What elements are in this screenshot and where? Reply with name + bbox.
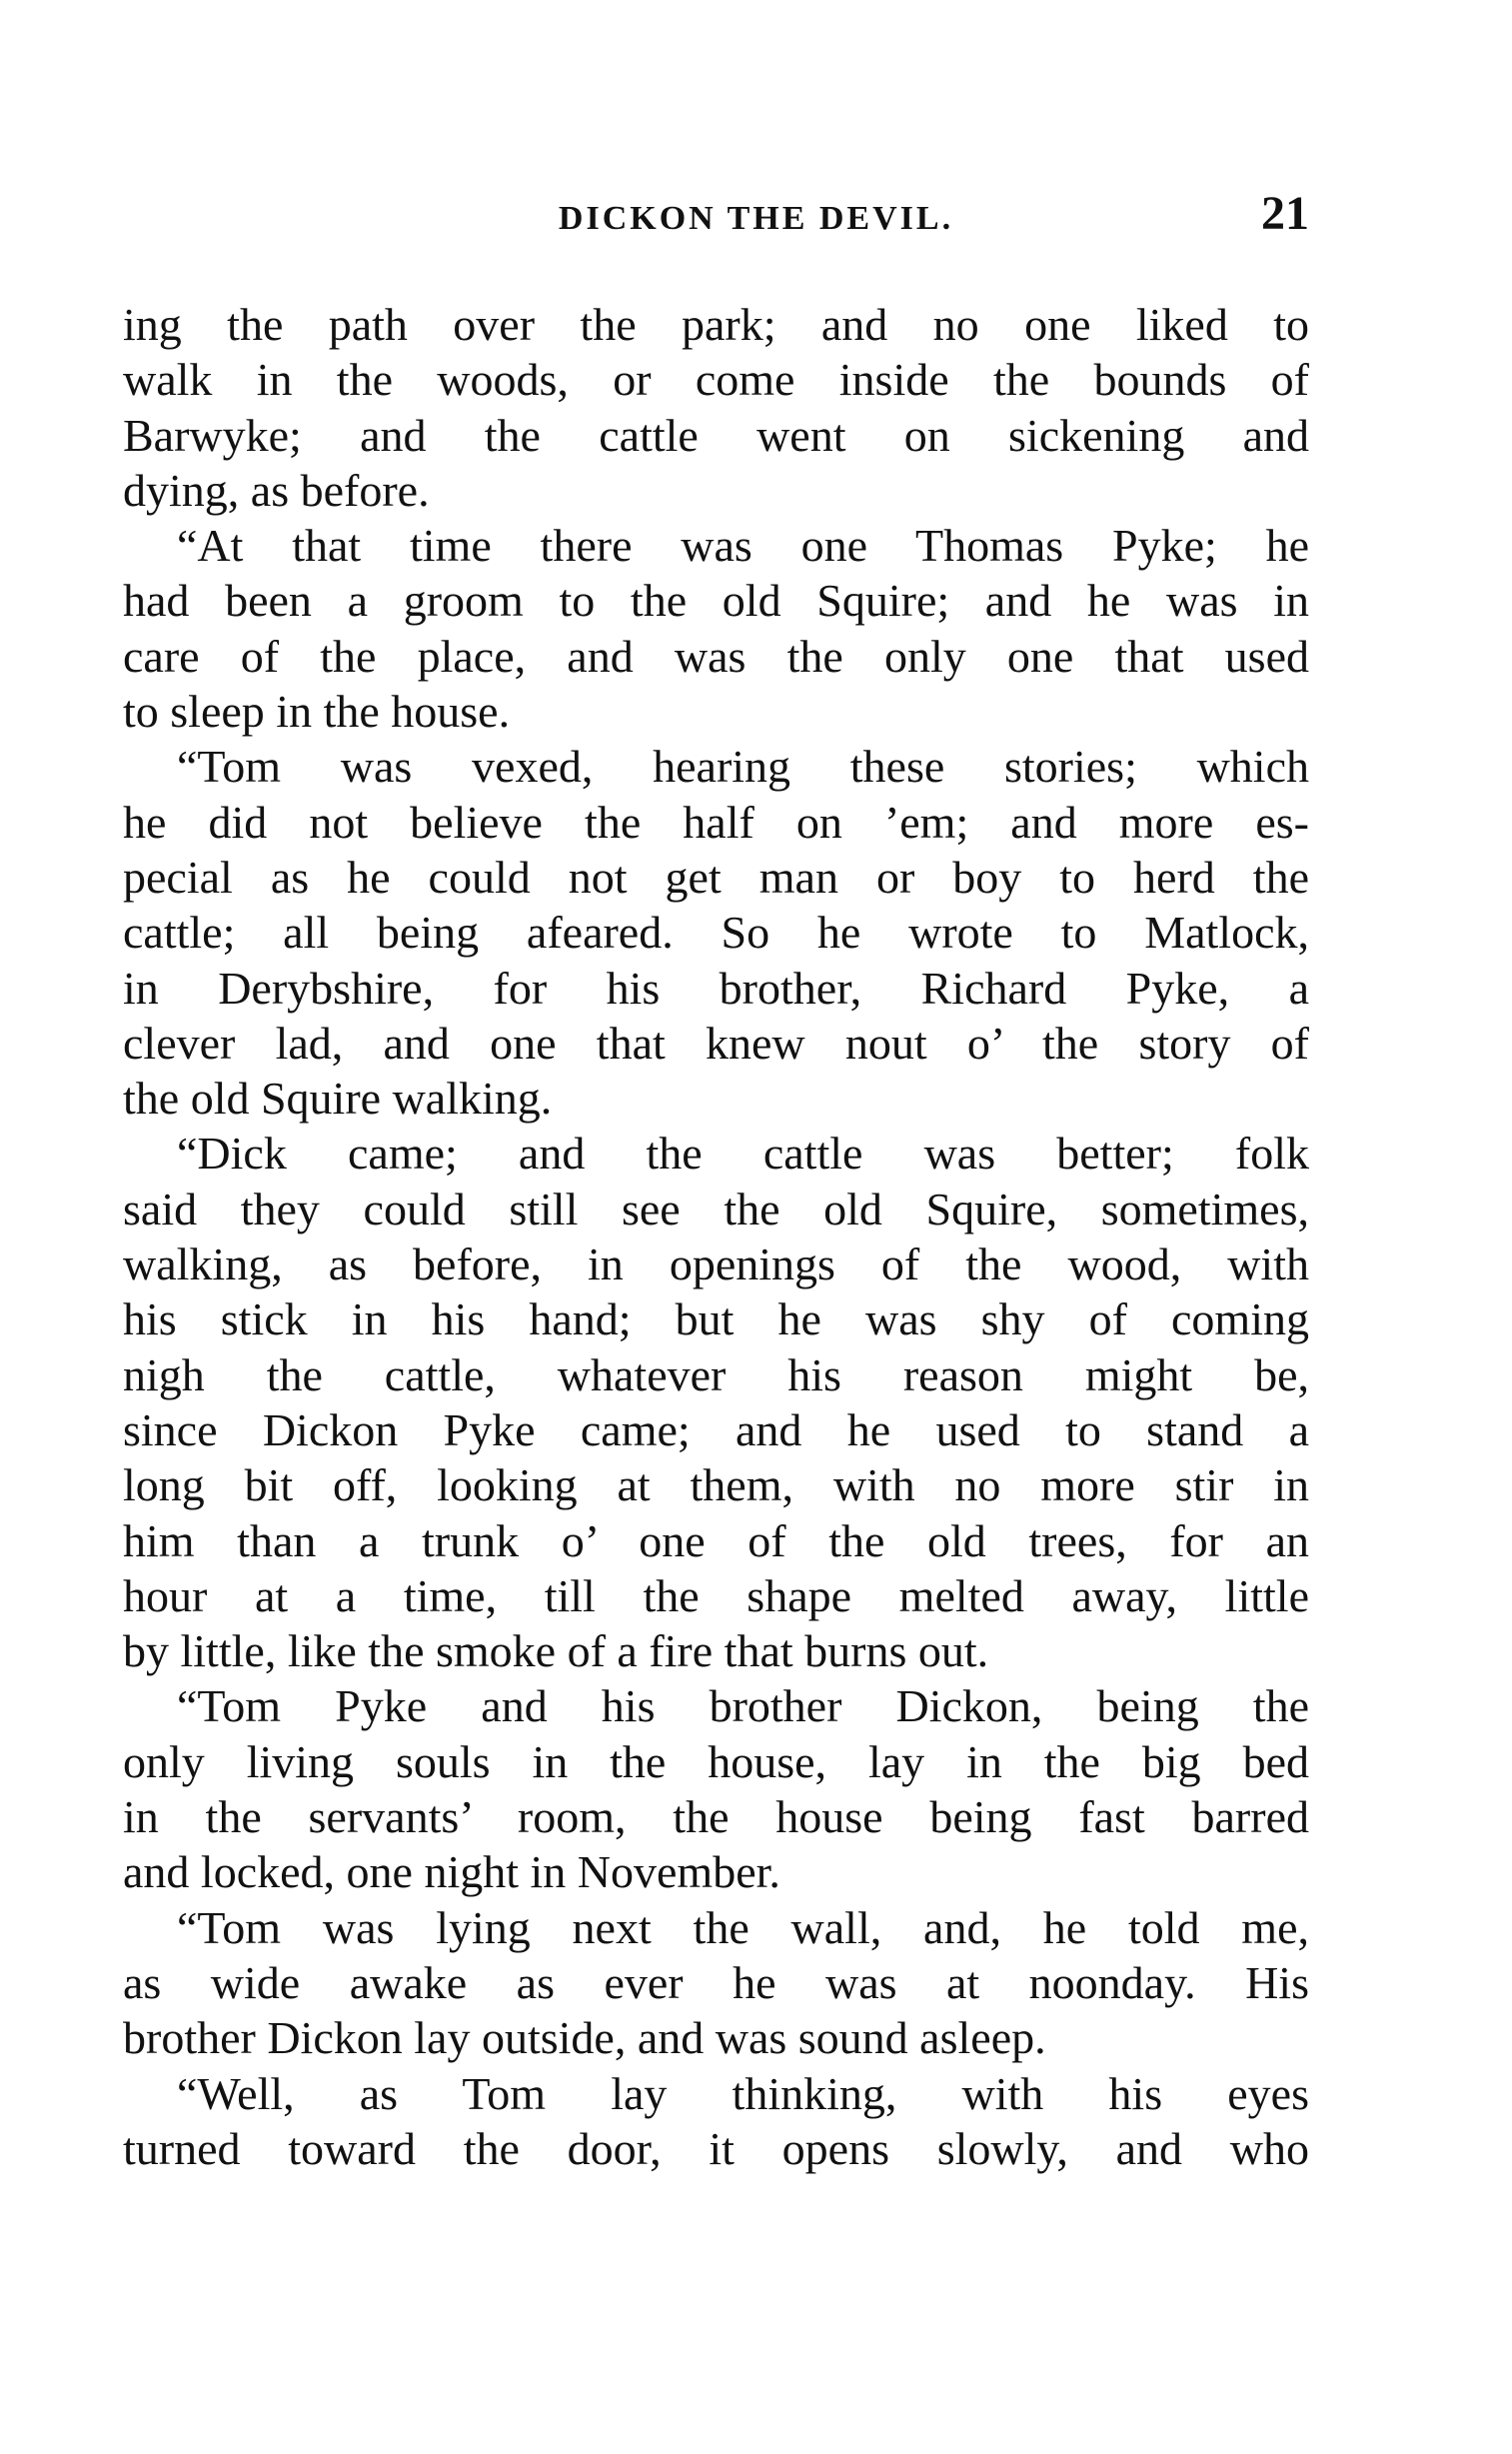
text-line: his stick in his hand; but he was shy of coming — [123, 1293, 1309, 1345]
paragraph-start-line: “Tom was lying next the wall, and, he told me, — [177, 1901, 1309, 1953]
text-line: since Dickon Pyke came; and he used to stand a — [123, 1403, 1309, 1455]
text-line: in Derybshire, for his brother, Richard Pyke, a — [123, 962, 1309, 1014]
text-line: Barwyke; and the cattle went on sickening and — [123, 409, 1309, 461]
text-line: him than a trunk o’ one of the old trees, for an — [123, 1514, 1309, 1566]
running-title: DICKON THE DEVIL. — [558, 200, 954, 237]
text-line: ing the path over the park; and no one liked to — [123, 299, 1309, 350]
running-head — [0, 186, 1512, 246]
text-line: clever lad, and one that knew nout o’ the story of — [123, 1017, 1309, 1069]
text-line: walking, as before, in openings of the wood, with — [123, 1238, 1309, 1290]
paragraph-start-line: “Tom Pyke and his brother Dickon, being the — [177, 1680, 1309, 1732]
text-line: he did not believe the half on ’em; and more es- — [123, 796, 1309, 848]
page-number: 21 — [1261, 187, 1309, 240]
text-line: in the servants’ room, the house being fast barred — [123, 1791, 1309, 1843]
paragraph-start-line: “Well, as Tom lay thinking, with his eyes — [177, 2067, 1309, 2119]
text-line: by little, like the smoke of a fire that burns out. — [123, 1625, 989, 1677]
text-line: cattle; all being afeared. So he wrote to Matlock, — [123, 907, 1309, 959]
text-line: only living souls in the house, lay in the big bed — [123, 1735, 1309, 1787]
paragraph-start-line: “At that time there was one Thomas Pyke; he — [177, 520, 1309, 572]
text-line: the old Squire walking. — [123, 1073, 553, 1125]
text-line: said they could still see the old Squire, sometimes, — [123, 1183, 1309, 1234]
text-line: care of the place, and was the only one that used — [123, 630, 1309, 682]
text-line: hour at a time, till the shape melted away, little — [123, 1569, 1309, 1621]
text-line: nigh the cattle, whatever his reason might be, — [123, 1348, 1309, 1400]
body-text — [123, 297, 1309, 2176]
text-line: dying, as before. — [123, 464, 430, 516]
text-line: and locked, one night in November. — [123, 1846, 780, 1898]
text-line: walk in the woods, or come inside the bounds of — [123, 354, 1309, 406]
paragraph-start-line: “Tom was vexed, hearing these stories; which — [177, 741, 1309, 793]
text-line: to sleep in the house. — [123, 686, 511, 738]
text-line: turned toward the door, it opens slowly, and who — [123, 2122, 1309, 2174]
text-line: had been a groom to the old Squire; and he was in — [123, 575, 1309, 627]
text-line: as wide awake as ever he was at noonday. His — [123, 1956, 1309, 2008]
text-line: pecial as he could not get man or boy to herd the — [123, 851, 1309, 903]
text-line: brother Dickon lay outside, and was sound asleep. — [123, 2012, 1046, 2064]
text-line: long bit off, looking at them, with no more stir in — [123, 1459, 1309, 1511]
paragraph-start-line: “Dick came; and the cattle was better; folk — [177, 1128, 1309, 1180]
